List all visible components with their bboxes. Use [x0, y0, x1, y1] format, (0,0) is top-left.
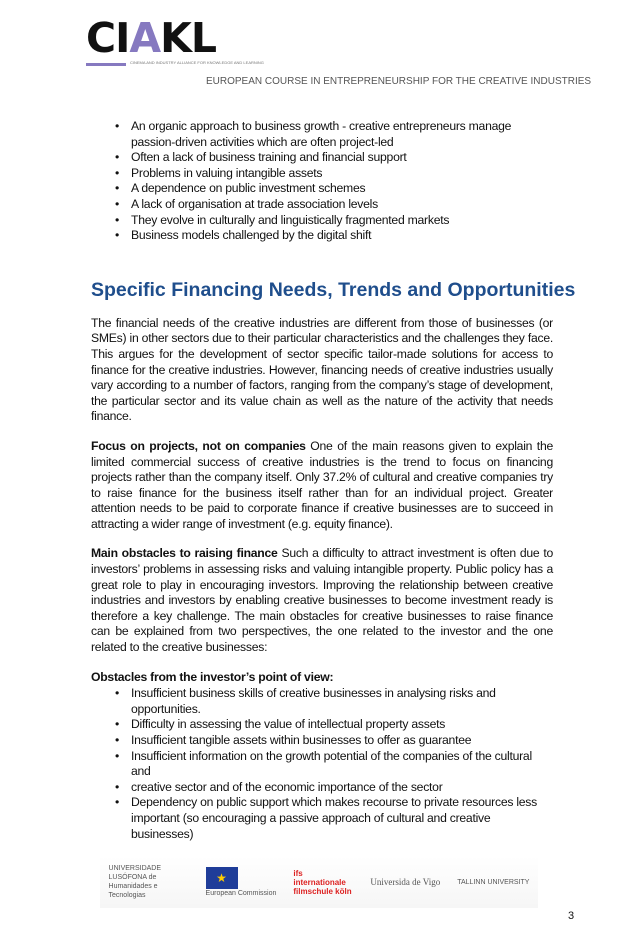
bullet-item: • Business models challenged by the digital shift: [91, 228, 553, 244]
logo-lusofona: UNIVERSIDADE LUSÓFONA de Humanidades e Tecnologias: [108, 865, 162, 900]
paragraph-main-obstacles: Main obstacles to raising finance Such a difficulty to attract investment is often due to investors’ problems in assessing risks and valuing intangible property. Public policy has a great role to play in encouraging investors. Improving the relationship between creative industries and investors by enabling creative businesses to become investment ready is therefore a key challenge. The main obstacles for creative businesses to raise finance can be explained from two perspectives, the one related to the investor and the one related to the creative businesses:: [91, 546, 554, 655]
document-page: CIAKL CINEMA AND INDUSTRY ALLIANCE FOR KNOWLEDGE AND LEARNING EUROPEAN COURSE IN ENTREPRENEURSHIP FOR THE CREATIVE INDUSTRIES • An organic approach to business growth - creative entrepreneurs manage passion-driven activities which are often project-led • Often a lack of business training and financial support • Problems in valuing intangible assets • A dependence on public investment schemes • A lack of organisation at trade association levels • They evolve in culturally and linguistically fragmented markets • Business models challenged by the digital shift Specific Financing Needs, Trends and Opportunities The financial needs of the creative industries are different from those of businesses (or SMEs) in other sectors due to their particular characteristics and the challenges they face. This argues for the development of sector specific tailor-made solutions for access to finance for the creative industries. However, financing needs of creative industries usually vary according to a number of factors, ranging from the company’s stage of development, the particular sector and its value chain as well as the nature of the activity that needs finance. Focus on projects, not on companies One of the main reasons given to explain the limited commercial success of creative industries is the trend to focus on financing projects rather than the company itself. Only 37.2% of cultural and creative companies try to raise finance for the business itself rather than for an individual project. Greater attention needs to be paid to corporate finance if creative businesses are to succeed in attracting a wider range of investment (e.g. equity finance). Main obstacles to raising finance Such a difficulty to attract investment is often due to investors’ problems in assessing risks and valuing intangible property. Public policy has a great role to play in encouraging investors. Improving the relationship between creative industries and investors by enabling creative businesses to become investment ready is therefore a key challenge. The main obstacles for creative businesses to raise finance can be explained from two perspectives, the one related to the investor and the one related to the creative businesses: Obstacles from the investor’s point of view: • Insufficient business skills of creative businesses in analysing risks and opportunities. • Difficulty in assessing the value of intellectual property assets • Insufficient tangible assets within businesses to offer as guarantee • Insufficient information on the growth potential of the companies of the cultural and • creative sector and of the economic importance of the sector • Dependency on public support which makes recourse to private resources less important (so encouraging a passive approach of cultural and creative businesses) UNIVERSIDADE LUSÓFONA de Humanidades e Tecnologias ★ European Commission ifs internationale filmschule köln Universida de Vigo TALLINN UNIVERSITY 3: [0, 0, 638, 931]
paragraph-financial-needs: The financial needs of the creative industries are different from those of businesses (or SMEs) in other sectors due to their particular characteristics and the challenges they face. This argues for the development of sector specific tailor-made solutions for access to finance for the creative industries. However, financing needs of creative industries usually vary according to a number of factors, ranging from the company’s stage of development, the particular sector and its value chain as well as the nature of the activity that needs finance.: [91, 315, 553, 424]
logo-european-commission: ★ European Commission: [206, 867, 277, 898]
logo-subtitle: CINEMA AND INDUSTRY ALLIANCE FOR KNOWLEDGE AND LEARNING: [130, 60, 264, 65]
bullet-item: • Insufficient tangible assets within businesses to offer as guarantee: [91, 733, 553, 749]
bullet-item: • A dependence on public investment schemes: [91, 181, 553, 197]
characteristics-list: [91, 119, 553, 244]
bullet-item: • Often a lack of business training and financial support: [91, 150, 553, 166]
bullet-item: • Problems in valuing intangible assets: [91, 166, 553, 182]
bullet-item: • An organic approach to business growth - creative entrepreneurs manage passion-driven activities which are often project-led: [91, 119, 553, 150]
paragraph-focus-projects: Focus on projects, not on companies One of the main reasons given to explain the limited commercial success of creative industries is the trend to focus on financing projects rather than the company itself. Only 37.2% of cultural and creative companies try to raise finance for the business itself rather than for an individual project. Greater attention needs to be paid to corporate finance if creative businesses are to succeed in attracting a wider range of investment (e.g. equity finance).: [91, 438, 553, 531]
logo-tallinn: TALLINN UNIVERSITY: [457, 878, 530, 886]
partner-logos: [100, 856, 538, 908]
section-title: Specific Financing Needs, Trends and Opportunities: [91, 278, 576, 301]
ciakl-logo: CIAKL CINEMA AND INDUSTRY ALLIANCE FOR KNOWLEDGE AND LEARNING: [86, 14, 264, 65]
logo-vigo: Universida de Vigo: [370, 876, 441, 887]
bullet-item: • creative sector and of the economic importance of the sector: [91, 780, 553, 796]
bullet-item: • Insufficient information on the growth potential of the companies of the cultural and: [91, 749, 553, 780]
obstacles-heading: Obstacles from the investor’s point of view:: [91, 669, 334, 684]
course-title: EUROPEAN COURSE IN ENTREPRENEURSHIP FOR THE CREATIVE INDUSTRIES: [206, 76, 592, 87]
bullet-item: • They evolve in culturally and linguistically fragmented markets: [91, 213, 553, 229]
bullet-item: • Difficulty in assessing the value of intellectual property assets: [91, 717, 553, 733]
logo-ifs: ifs internationale filmschule köln: [293, 868, 352, 896]
bullet-item: • Insufficient business skills of creative businesses in analysing risks and opportunities.: [91, 686, 553, 717]
bullet-item: • Dependency on public support which makes recourse to private resources less important (so encouraging a passive approach of cultural and creative businesses): [91, 795, 553, 842]
bullet-item: • A lack of organisation at trade association levels: [91, 197, 553, 213]
